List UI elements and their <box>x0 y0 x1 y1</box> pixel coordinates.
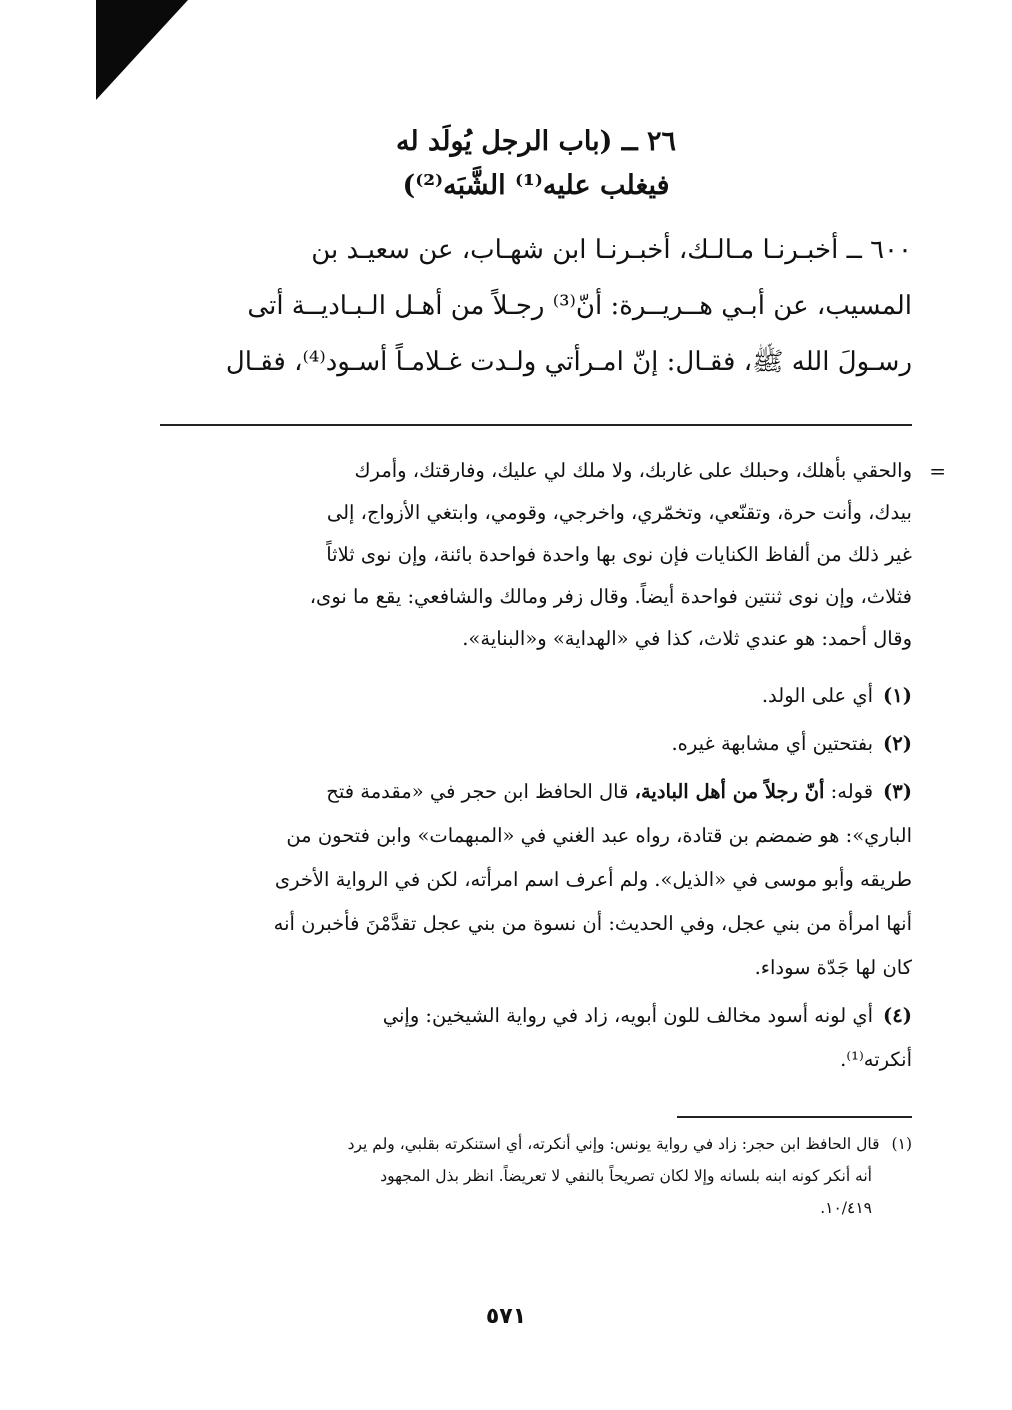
page-number: ٥٧١ <box>485 1304 527 1329</box>
footnote-text: بفتحتين أي مشابهة غيره. <box>671 732 874 755</box>
footnote-2 <box>160 722 912 766</box>
footnote-4 <box>160 994 912 1082</box>
footnote-text: أي على الولد. <box>761 684 874 707</box>
footnote-number: (٣) <box>883 780 912 803</box>
continued-line: بيدك، وأنت حرة، وتقنّعي، وتخمّري، واخرجي، وقومي، وابتغي الأزواج، إلى <box>326 501 912 524</box>
footnote-text: أي لونه أسود مخالف للون أبويه، زاد في رواية الشيخين: وإني <box>382 1004 874 1027</box>
footnote-number: (٢) <box>883 732 912 755</box>
hadith-line: رسـولَ الله ﷺ، فقـال: إنّ امـرأتي ولـدت غـلامـاً أسـود⁽⁴⁾، فقـال <box>225 347 912 377</box>
subnote-line: ١٠/٤١٩. <box>820 1199 872 1217</box>
corner-mark <box>96 0 188 100</box>
subnote-line: أنه أنكر كونه ابنه بلسانه وإلا لكان تصريحاً بالنفي لا تعريضاً. انظر بذل المجهود <box>380 1167 872 1185</box>
footnote-number: (١) <box>883 684 912 707</box>
hadith-line: المسيب، عن أبـي هــريــرة: أنّ⁽³⁾ رجـلاً من أهـل الـبـاديــة أتى <box>247 291 912 321</box>
chapter-title-line-1: ٢٦ ــ (باب الرجل يُولَد له <box>395 126 677 157</box>
chapter-title <box>160 120 912 208</box>
footnote-text: قال الحافظ ابن حجر في «مقدمة فتح <box>326 780 629 803</box>
footnote-line: الباري»: هو ضمضم بن قتادة، رواه عبد الغني في «المبهمات» وابن فتحون من <box>286 824 912 847</box>
footnote-number: (٤) <box>883 1004 912 1027</box>
footnote-1 <box>160 674 912 718</box>
subnote-divider <box>677 1116 912 1118</box>
hadith-line: ٦٠٠ ــ أخبـرنـا مـالـك، أخبـرنـا ابن شهـاب، عن سعيـد بن <box>311 235 912 265</box>
footnote-line: أنكرته⁽¹⁾. <box>840 1048 912 1071</box>
footnote-divider <box>160 424 912 426</box>
continued-footnote <box>160 450 946 660</box>
footnote-lead: قوله: <box>830 780 874 803</box>
subnote-number: (١) <box>891 1135 912 1153</box>
footnote-line: طريقه وأبو موسى في «الذيل». ولم أعرف اسم امرأته، لكن في الرواية الأخرى <box>274 868 912 891</box>
continued-line: والحقي بأهلك، وحبلك على غاربك، ولا ملك لي عليك، وفارقتك، وأمرك <box>354 459 912 482</box>
footnote-3 <box>160 770 912 990</box>
continued-line: فثلاث، وإن نوى ثنتين فواحدة أيضاً. وقال زفر ومالك والشافعي: يقع ما نوى، <box>309 585 912 608</box>
sub-footnote <box>160 1128 912 1224</box>
continuation-marker: = <box>929 459 946 483</box>
chapter-title-line-2: فيغلب عليه⁽¹⁾ الشَّبَه⁽²⁾) <box>402 170 670 201</box>
subnote-text: قال الحافظ ابن حجر: زاد في رواية يونس: وإني أنكرته، أي استنكرته بقلبي، ولم يرد <box>347 1135 880 1153</box>
hadith-text <box>160 222 912 390</box>
footnote-line: كان لها جَدّة سوداء. <box>754 956 912 979</box>
page-body <box>160 110 946 1224</box>
footnote-quoted-phrase: أنّ رجلاً من أهل البادية، <box>634 780 825 803</box>
continued-line: وقال أحمد: هو عندي ثلاث، كذا في «الهداية» و«البناية». <box>462 627 912 650</box>
footnote-line: أنها امرأة من بني عجل، وفي الحديث: أن نسوة من بني عجل تقدَّمْنَ فأخبرن أنه <box>273 912 912 935</box>
continued-line: غير ذلك من ألفاظ الكنايات فإن نوى بها واحدة فواحدة بائنة، وإن نوى ثلاثاً <box>326 543 912 566</box>
